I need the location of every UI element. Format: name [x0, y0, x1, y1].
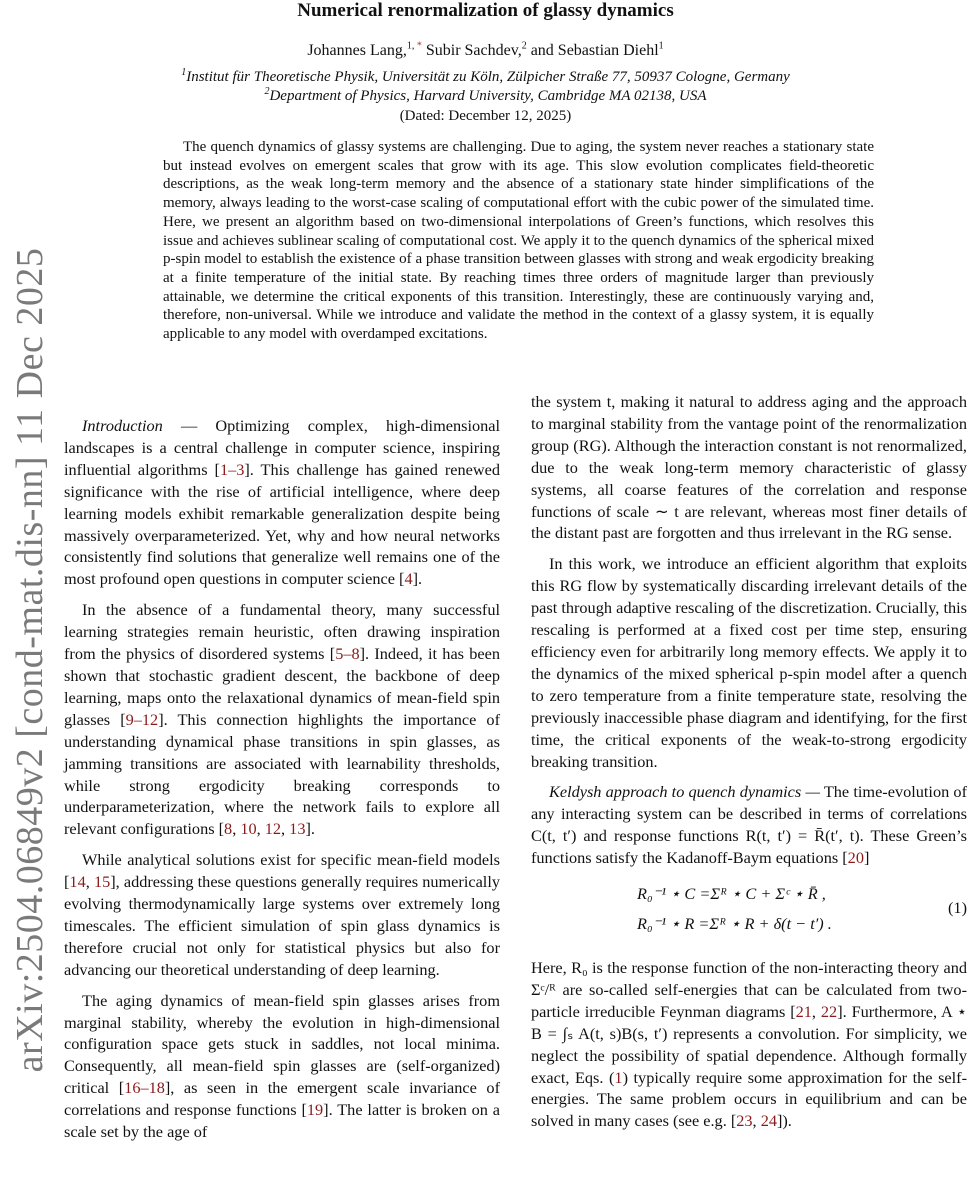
paragraph-3 [64, 849, 500, 980]
citation-link[interactable]: 15 [93, 872, 111, 892]
arxiv-identifier: arXiv:2504.06849v2 [cond-mat.dis-nn] 11 Dec 2025 [9, 247, 51, 1073]
affiliation-1-text: Institut für Theoretische Physik, Universität zu Köln, Zülpicher Straße 77, 50937 Cologne, Germany [186, 69, 790, 85]
equation-1 [531, 879, 967, 949]
paragraph-6: In this work, we introduce an efficient algorithm that exploits this RG flow by systematically discarding irrelevant details of the past through adaptive rescaling of the discretization. Crucially, this rescaling is performed at a fixed cost per time step, ensuring efficiency even for arbitrarily long memory effects. We apply it to the dynamics of the mixed spherical p-spin model after a quench to zero temperature from a finite temperature state, resolving the previously inaccessible phase diagram and identifying, for the first time, the critical exponents of the weak-to-strong ergodicity breaking transition. [531, 554, 967, 771]
citation-link[interactable]: 16–18 [124, 1078, 165, 1098]
citation-link[interactable]: 1–3 [219, 459, 245, 479]
citation-link[interactable]: 14 [69, 872, 86, 892]
citation-link[interactable]: 4 [404, 569, 413, 589]
text-span: , [85, 872, 94, 892]
paragraph-5: the system t, making it natural to address aging and the approach to marginal stability from the vantage point of the renormalization group (RG). Although the interaction constant is not renormalized, due to the weak long-term memory characteristic of glassy systems, all coarse features of the correlation and response functions of scale ∼ t are relevant, whereas most finer details of the distant past are forgotten and thus irrelevant in the RG sense. [531, 392, 967, 543]
right-column [531, 391, 967, 1141]
equation-number: (1) [948, 898, 967, 918]
text-span: , [232, 819, 241, 839]
affiliation-1-number: 1 [181, 67, 187, 78]
text-span: ) typically require some approximation for the self-energies. The same problem occurs in equilibrium and can be solved in many cases (see e.g. [ [531, 1067, 967, 1131]
citation-link[interactable]: 12 [264, 819, 282, 839]
author-3: and Sebastian Diehl [526, 42, 659, 59]
citation-link[interactable]: 10 [240, 819, 257, 839]
paragraph-2 [64, 599, 500, 840]
text-span: ]. [305, 819, 315, 839]
text-span: The aging dynamics of mean-field spin glasses arises from marginal stability, whereby the evolution in high-dimensional configuration space gets stuck in saddles, not local minima. Consequently, all mean-field spin glasses are (self-organized) critical [ [64, 990, 500, 1098]
text-span: The time-evolution of any interacting system can be described in terms of correlations C(t, t′) and response functions R(t, t′) = R̄(t′, t). These Green’s functions satisfy the Kadanoff-Baym equations [ [531, 782, 967, 868]
paper-title: Numerical renormalization of glassy dynamics [297, 0, 674, 21]
text-span: ] [863, 848, 870, 868]
text-span: While analytical solutions exist for specific mean-field models [ [64, 850, 500, 892]
paragraph-keldysh [531, 781, 967, 869]
equation-line-1: R₀⁻¹ ⋆ C =Σᴿ ⋆ C + Σᶜ ⋆ R̄ , [637, 884, 826, 904]
text-span: ]. [412, 569, 423, 589]
text-span: ]. Furthermore, A ⋆ B = ∫ₛ A(t, s)B(s, t′) represents a convolution. For simplicity, we neglect the possibility of spatial dependence. Although formally exact, Eqs. ( [531, 1001, 967, 1087]
citation-link[interactable]: 9–12 [125, 709, 159, 729]
corresponding-mark[interactable]: * [416, 40, 422, 52]
dated-line: (Dated: December 12, 2025) [399, 108, 572, 124]
paragraph-4 [64, 990, 500, 1143]
affiliation-2-number: 2 [264, 86, 270, 97]
text-span: Here, R₀ is the response function of the non-interacting theory and Σᶜ/ᴿ are so-called self-energies that can be calculated from two-particle irreducible Feynman diagrams [ [531, 958, 967, 1021]
text-span: , [281, 819, 290, 839]
affiliation-1 [0, 69, 971, 86]
arxiv-sidebar [0, 180, 60, 1140]
citation-link[interactable]: 5–8 [335, 644, 360, 664]
equation-link[interactable]: 1 [614, 1067, 623, 1087]
author-2-affil: 2 [521, 40, 527, 52]
citation-link[interactable]: 20 [847, 848, 864, 868]
section-heading-keldysh: Keldysh approach to quench dynamics — [549, 782, 820, 802]
text-span: , [752, 1111, 761, 1131]
text-span: ]. This challenge has gained renewed significance with the rise of artificial intelligence, where deep learning models exhibit remarkable generalization despite being massively overparameterized. Yet, why and how neural networks consistently find solutions that generalize well remains one of the most profound open questions in computer science [ [64, 459, 500, 589]
affiliation-2 [0, 88, 971, 105]
text-span: ], as seen in the emergent scale invariance of correlations and response functions [ [64, 1078, 500, 1120]
citation-link[interactable]: 8 [224, 819, 233, 839]
citation-link[interactable]: 19 [306, 1100, 324, 1120]
text-span: In the absence of a fundamental theory, many successful learning strategies remain heuristic, often drawing inspiration from the physics of disordered systems [ [64, 600, 500, 664]
author-1-affil: 1, [406, 40, 417, 52]
text-span: ]. The latter is broken on a scale set by the age of [64, 1100, 500, 1142]
citation-link[interactable]: 24 [760, 1111, 777, 1131]
author-list [0, 42, 971, 60]
author-2: Subir Sachdev, [421, 42, 522, 59]
author-3-affil: 1 [658, 40, 664, 52]
abstract: The quench dynamics of glassy systems are challenging. Due to aging, the system never reaches a stationary state but instead evolves on emergent scales that grow with its age. This slow evolution complicates field-theoretic descriptions, as the weak long-term memory and the absence of a stationary state hinder simplifications of the memory, always leading to the worst-case scaling of computational effort with the cubic power of the simulated time. Here, we present an algorithm based on two-dimensional interpolations of Green’s functions, which resolves this issue and achieves sublinear scaling of computational cost. We apply it to the quench dynamics of the spherical mixed p-spin model to establish the existence of a phase transition between glasses with strong and weak ergodicity breaking at a finite temperature of the initial state. By reaching times three orders of magnitude larger than previously attainable, we determine the critical exponents of this transition. Interestingly, these are continuously varying and, therefore, non-universal. While we introduce and validate the method in the context of a glassy system, it is equally applicable to any model with overdamped excitations. [163, 139, 874, 343]
text-span: ], addressing these questions generally requires numerically evolving thermodynamically large systems over extremely long timescales. The efficient simulation of spin glass dynamics is therefore crucial not only for statistical physics but also for advancing our theoretical understanding of deep learning. [64, 872, 500, 979]
text-span: ]. This connection highlights the importance of understanding dynamical phase transitions in spin glasses, as jamming transitions are associated with learnability thresholds, while strong ergodicity breaking corresponds to underparameterization, where the network fails to explore all relevant configurations [ [64, 709, 500, 839]
citation-link[interactable]: 21 [795, 1001, 812, 1021]
affiliation-2-text: Department of Physics, Harvard University, Cambridge MA 02138, USA [269, 88, 707, 104]
paragraph-introduction [64, 415, 500, 590]
section-heading-introduction: Introduction [82, 416, 163, 435]
citation-link[interactable]: 13 [289, 819, 306, 839]
author-1: Johannes Lang, [307, 42, 407, 59]
text-span: ]). [776, 1111, 792, 1131]
paragraph-8 [531, 957, 967, 1132]
text-span: ]. Indeed, it has been shown that stochastic gradient descent, the backbone of deep learning, maps onto the relaxational dynamics of mean-field spin glasses [ [64, 644, 500, 729]
text-span: , [811, 1001, 821, 1021]
left-column [64, 415, 500, 1152]
citation-link[interactable]: 22 [820, 1001, 838, 1021]
text-span: — Optimizing complex, high-dimensional landscapes is a central challenge in computer science, inspiring influential algorithms [ [64, 416, 500, 479]
equation-line-2: R₀⁻¹ ⋆ R =Σᴿ ⋆ R + δ(t − t′) . [637, 914, 832, 934]
citation-link[interactable]: 23 [736, 1111, 753, 1131]
text-span: , [256, 819, 265, 839]
